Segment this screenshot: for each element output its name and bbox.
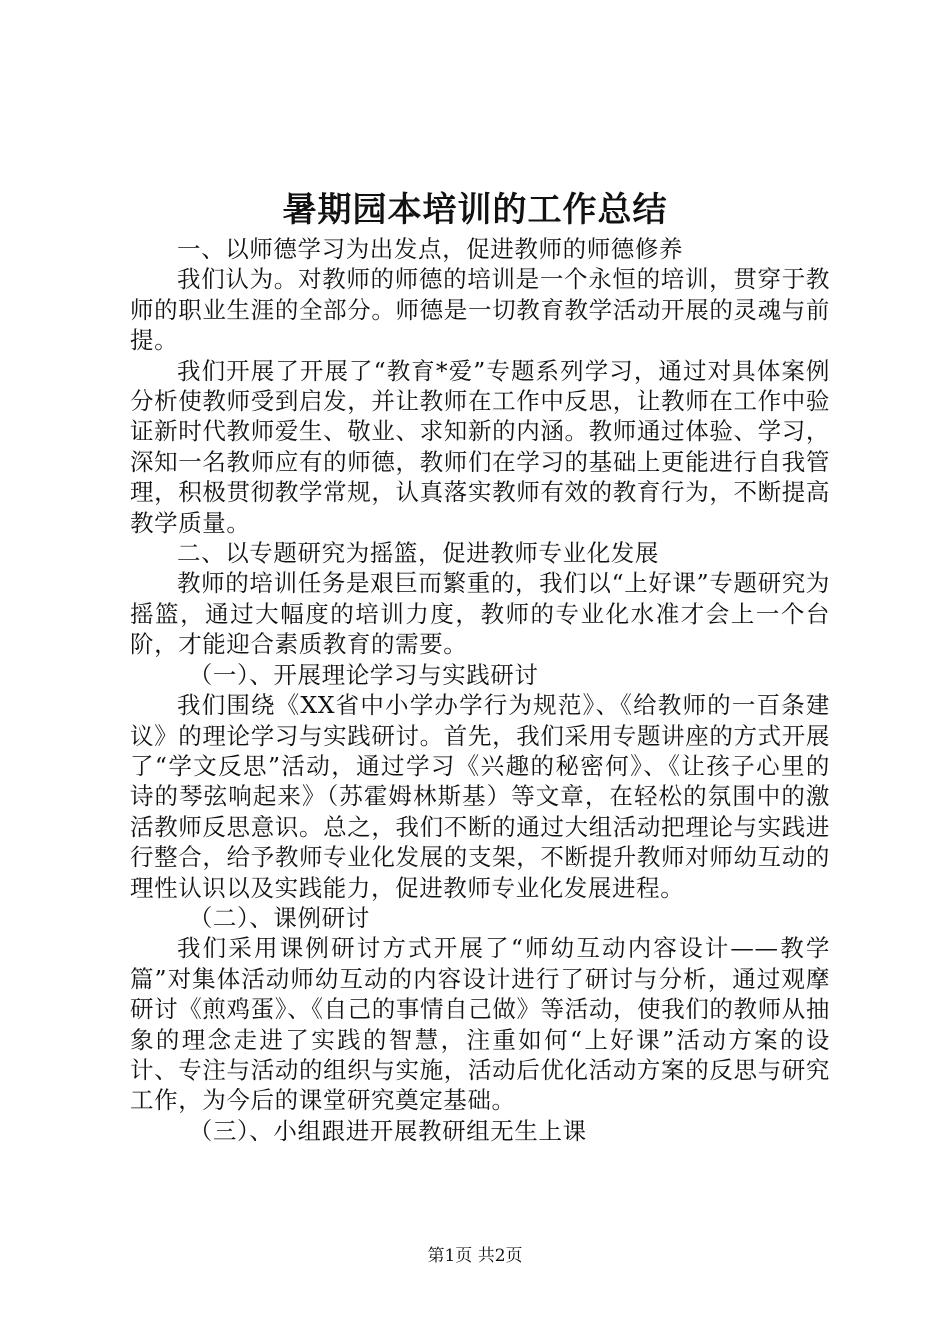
section-heading-2: 二、以专题研究为摇篮，促进教师专业化发展	[177, 539, 659, 568]
document-title: 暑期园本培训的工作总结	[282, 190, 668, 230]
paragraph: 我们开展了开展了“教育*爱”专题系列学习，通过对具体案例分析使教师受到启发，并让教师在工作中反思，让教师在工作中验证新时代教师爱生、敬业、求知新的内涵。教师通过体验、学习，深知一名教师应有的师德，教师们在学习的基础上更能进行自我管理，积极贯彻教学常规，认真落实教师有效的教育行为，不断提高教学质量。	[130, 356, 830, 537]
paragraph: 我们认为。对教师的师德的培训是一个永恒的培训，贯穿于教师的职业生涯的全部分。师德是一切教育教学活动开展的灵魂与前提。	[130, 265, 830, 355]
paragraph: 我们围绕《XX省中小学办学行为规范》、《给教师的一百条建议》的理论学习与实践研讨。首先，我们采用专题讲座的方式开展了“学文反思”活动，通过学习《兴趣的秘密何》、《让孩子心里的诗的琴弦响起来》（苏霍姆林斯基）等文章，在轻松的氛围中的激活教师反思意识。总之，我们不断的通过大组活动把理论与实践进行整合，给予教师专业化发展的支架，不断提升教师对师幼互动的理性认识以及实践能力，促进教师专业化发展进程。	[130, 691, 830, 902]
document-body	[130, 234, 830, 1146]
subsection-heading-2: （二）、课例研讨	[188, 903, 370, 932]
paragraph: 我们采用课例研讨方式开展了“师幼互动内容设计——教学篇”对集体活动师幼互动的内容设计进行了研讨与分析，通过观摩研讨《煎鸡蛋》、《自己的事情自己做》等活动，使我们的教师从抽象的理念走进了实践的智慧，注重如何“上好课”活动方案的设计、专注与活动的组织与实施，活动后优化活动方案的反思与研究工作，为今后的课堂研究奠定基础。	[130, 934, 830, 1115]
page-footer: 第1页 共2页	[427, 1246, 523, 1266]
section-heading-1: 一、以师德学习为出发点，促进教师的师德修养	[177, 235, 684, 263]
paragraph: 教师的培训任务是艰巨而繁重的，我们以“上好课”专题研究为摇篮，通过大幅度的培训力度，教师的专业化水准才会上一个台阶，才能迎合素质教育的需要。	[130, 569, 830, 659]
subsection-heading-1: （一）、开展理论学习与实践研讨	[188, 660, 539, 689]
subsection-heading-3: （三）、小组跟进开展教研组无生上课	[188, 1116, 587, 1145]
